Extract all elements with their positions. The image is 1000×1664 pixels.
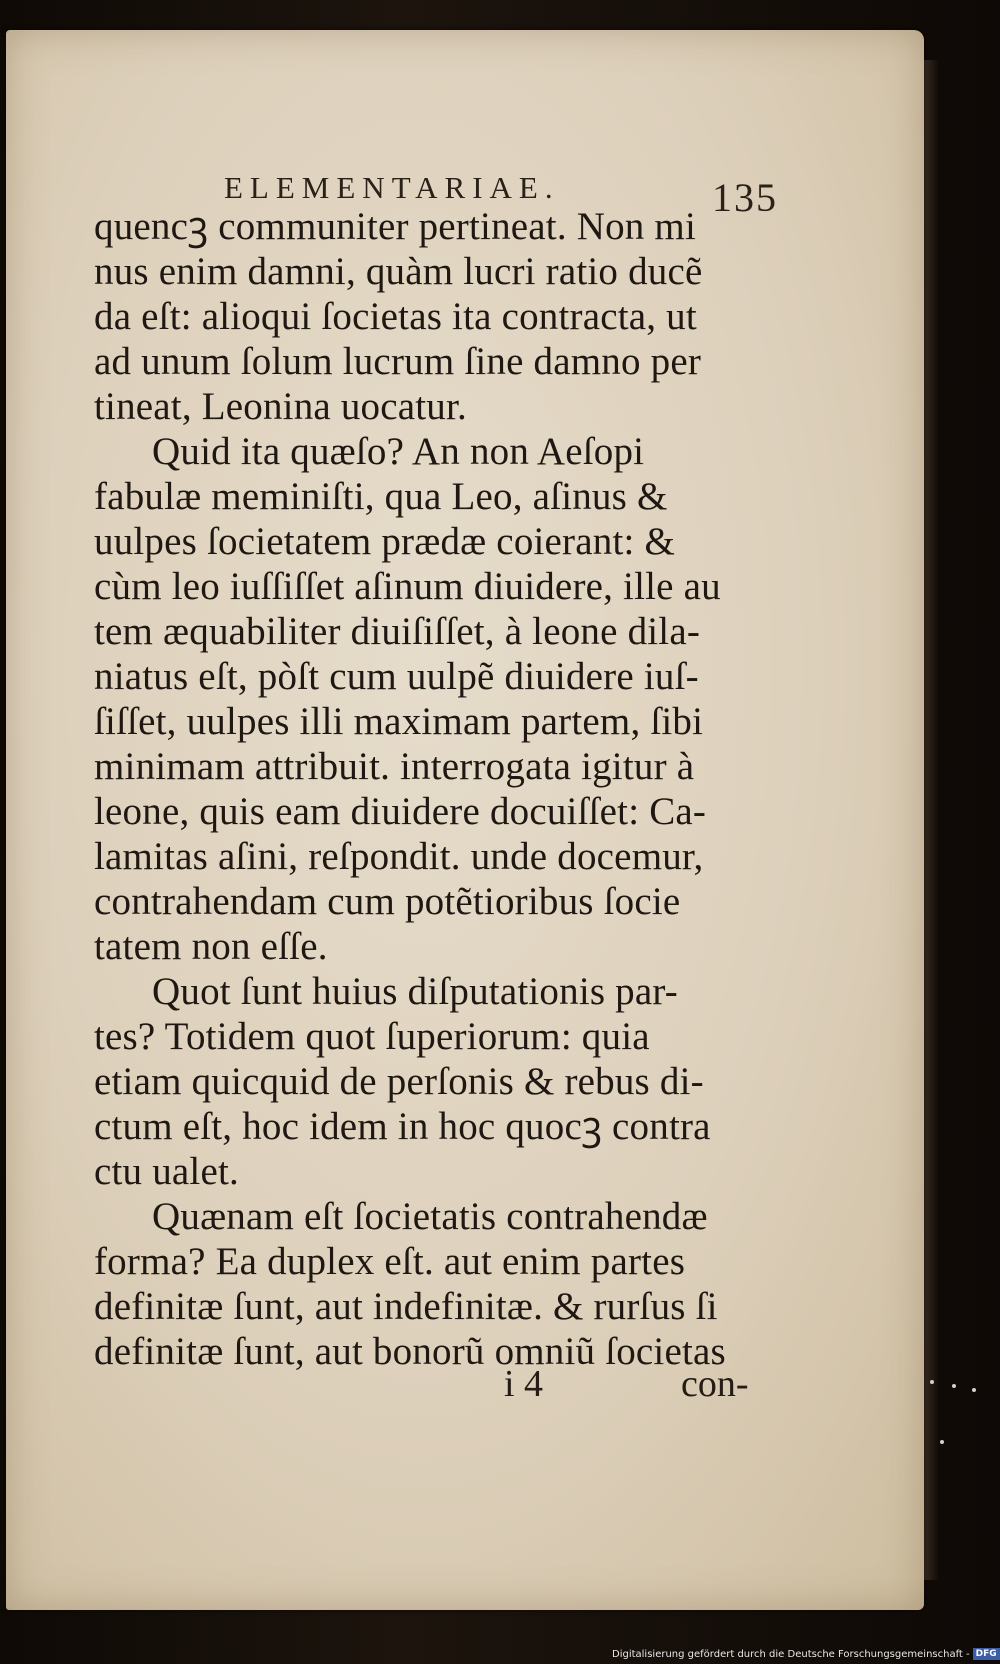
text-line: tineat, Leonina uocatur. <box>94 385 467 428</box>
text-line: definitæ ſunt, aut indefinitæ. & rurſus ſi <box>94 1285 718 1328</box>
digitization-credit <box>612 1648 1000 1662</box>
dfg-logo: DFG <box>973 1648 1000 1660</box>
text-line: nus enim damni, quàm lucri ratio ducẽ <box>94 250 703 293</box>
text-line: leone, quis eam diuidere docuiſſet: Ca- <box>94 790 707 833</box>
paragraph-start-line: Quid ita quæſo? An non Aeſopi <box>152 430 645 473</box>
text-line: lamitas aſini, reſpondit. unde docemur, <box>94 835 704 878</box>
running-head: ELEMENTARIAE. <box>224 170 560 205</box>
text-line: da eſt: alioqui ſocietas ita contracta, ut <box>94 295 697 338</box>
text-line: definitæ ſunt, aut bonorũ omniũ ſocietas <box>94 1330 726 1373</box>
text-line: forma? Ea duplex eſt. aut enim partes <box>94 1240 686 1283</box>
text-line: cùm leo iuſſiſſet aſinum diuidere, ille au <box>94 565 721 608</box>
page-footer <box>6 1362 924 1412</box>
credit-text: Digitalisierung gefördert durch die Deutsche Forschungsgemeinschaft - <box>612 1649 970 1660</box>
text-line: niatus eſt, pòſt cum uulpẽ diuidere iuſ- <box>94 655 699 698</box>
text-line: minimam attribuit. interrogata igitur à <box>94 745 695 788</box>
text-line: ctu ualet. <box>94 1150 239 1193</box>
text-block <box>94 204 814 1374</box>
text-line: ſiſſet, uulpes illi maximam partem, ſibi <box>94 700 704 743</box>
page-header <box>6 140 924 220</box>
text-line: fabulæ meminiſti, qua Leo, aſinus & <box>94 475 668 518</box>
text-line: uulpes ſocietatem prædæ coierant: & <box>94 520 676 563</box>
paragraph-start-line: Quot ſunt huius diſputationis par- <box>152 970 678 1013</box>
book-page <box>6 30 924 1610</box>
signature-mark: i 4 <box>504 1363 544 1405</box>
text-line: tem æquabiliter diuiſiſſet, à leone dila- <box>94 610 701 653</box>
text-line: ctum eſt, hoc idem in hoc quocꝫ contra <box>94 1105 711 1148</box>
catchword: con- <box>681 1363 749 1405</box>
paragraph-start-line: Quænam eſt ſocietatis contrahendæ <box>152 1195 708 1238</box>
text-line: etiam quicquid de perſonis & rebus di- <box>94 1060 704 1103</box>
text-line: ad unum ſolum lucrum ſine damno per <box>94 340 702 383</box>
page-edge <box>924 60 938 1580</box>
text-line: tatem non eſſe. <box>94 925 328 968</box>
page-number: 135 <box>712 175 778 220</box>
text-line: contrahendam cum potẽtioribus ſocie <box>94 880 681 923</box>
text-line: quencꝫ communiter pertineat. Non mi <box>94 205 697 248</box>
text-line: tes? Totidem quot ſuperiorum: quia <box>94 1015 650 1058</box>
